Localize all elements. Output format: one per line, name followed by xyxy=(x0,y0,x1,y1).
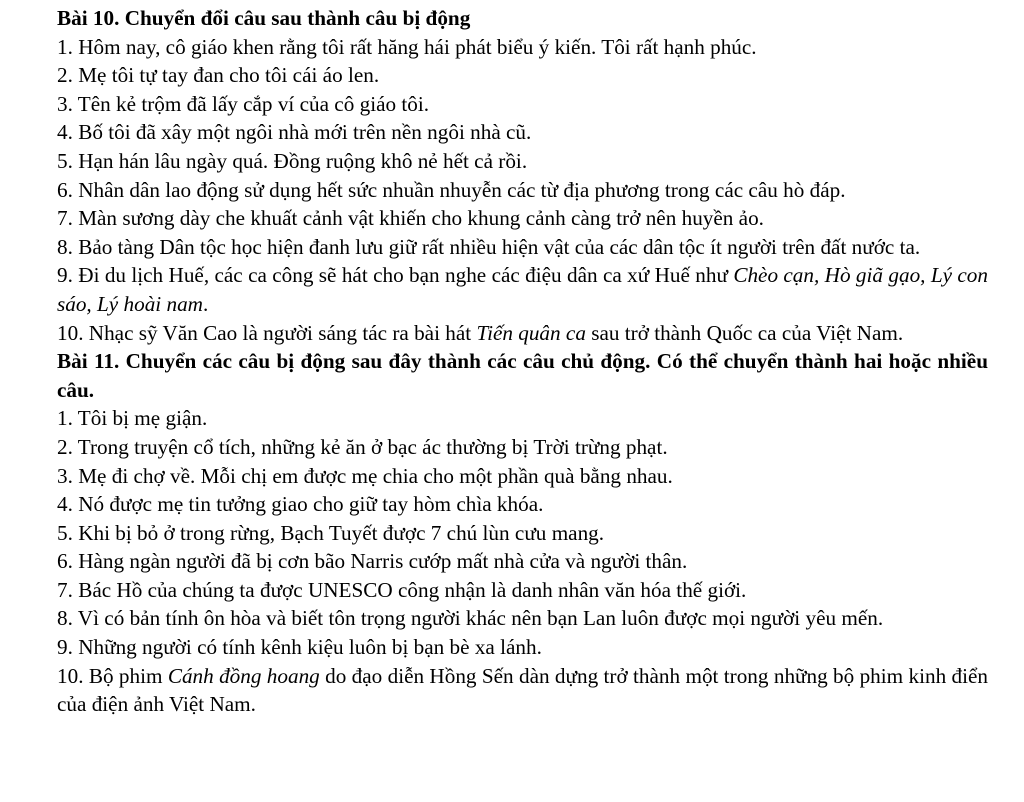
exercise-11-title: Bài 11. Chuyển các câu bị động sau đây thành các câu chủ động. Có thể chuyển thành hai hoặc nhiều câu. xyxy=(57,349,988,402)
item-text-after: sau trở thành Quốc ca của Việt Nam. xyxy=(585,320,904,345)
exercise-11-item: 3. Mẹ đi chợ về. Mỗi chị em được mẹ chia cho một phần quà bằng nhau. xyxy=(57,463,673,488)
item-text: 9. Đi du lịch Huế, các ca công sẽ hát cho bạn nghe các điệu dân ca xứ Huế như xyxy=(57,263,734,288)
exercise-11-item: 5. Khi bị bỏ ở trong rừng, Bạch Tuyết được 7 chú lùn cưu mang. xyxy=(57,520,605,545)
exercise-10-item: 2. Mẹ tôi tự tay đan cho tôi cái áo len. xyxy=(57,63,380,88)
exercise-11-item-10 xyxy=(57,662,988,719)
exercise-11-item: 1. Tôi bị mẹ giận. xyxy=(57,406,208,431)
exercise-10-item: 5. Hạn hán lâu ngày quá. Đồng ruộng khô nẻ hết cả rồi. xyxy=(57,148,528,173)
song-title: Tiến quân ca xyxy=(476,320,586,345)
item-text-before: 10. Bộ phim xyxy=(57,663,168,688)
song-titles: Chèo cạn, Hò giã gạo, Lý con sáo, Lý hoài nam xyxy=(57,263,988,316)
exercise-11-item: 8. Vì có bản tính ôn hòa và biết tôn trọng người khác nên bạn Lan luôn được mọi người yêu mến. xyxy=(57,606,884,631)
exercise-10-item-9 xyxy=(57,261,988,318)
exercise-10-item: 1. Hôm nay, cô giáo khen rằng tôi rất hăng hái phát biểu ý kiến. Tôi rất hạnh phúc. xyxy=(57,34,757,59)
exercise-10-title: Bài 10. Chuyển đổi câu sau thành câu bị động xyxy=(57,6,471,30)
exercise-10-item: 8. Bảo tàng Dân tộc học hiện đanh lưu giữ rất nhiều hiện vật của các dân tộc ít người trên đất nước ta. xyxy=(57,234,921,259)
film-title: Cánh đồng hoang xyxy=(167,663,320,688)
item-text-after: do đạo diễn Hồng Sến dàn dựng trở thành một trong những bộ phim kinh điển của điện ảnh Việt Nam. xyxy=(57,663,988,717)
exercise-10-item: 6. Nhân dân lao động sử dụng hết sức nhuần nhuyễn các từ địa phương trong các câu hò đáp. xyxy=(57,177,846,202)
item-text-before: 10. Nhạc sỹ Văn Cao là người sáng tác ra bài hát xyxy=(57,320,477,345)
exercise-10-item: 3. Tên kẻ trộm đã lấy cắp ví của cô giáo tôi. xyxy=(57,91,430,116)
exercise-11-item: 6. Hàng ngàn người đã bị cơn bão Narris cướp mất nhà cửa và người thân. xyxy=(57,549,688,574)
exercise-11-item: 7. Bác Hồ của chúng ta được UNESCO công nhận là danh nhân văn hóa thế giới. xyxy=(57,577,747,602)
exercise-10-item: 7. Màn sương dày che khuất cảnh vật khiến cho khung cảnh càng trở nên huyền ảo. xyxy=(57,206,764,231)
exercise-11-item: 4. Nó được mẹ tin tưởng giao cho giữ tay hòm chìa khóa. xyxy=(57,492,544,517)
exercise-10-item: 4. Bố tôi đã xây một ngôi nhà mới trên nền ngôi nhà cũ. xyxy=(57,120,532,145)
exercise-10-item-10 xyxy=(57,319,988,348)
exercise-11-item: 9. Những người có tính kênh kiệu luôn bị bạn bè xa lánh. xyxy=(57,635,542,660)
item-end: . xyxy=(202,291,209,316)
exercise-11-item: 2. Trong truyện cổ tích, những kẻ ăn ở bạc ác thường bị Trời trừng phạt. xyxy=(57,434,668,459)
